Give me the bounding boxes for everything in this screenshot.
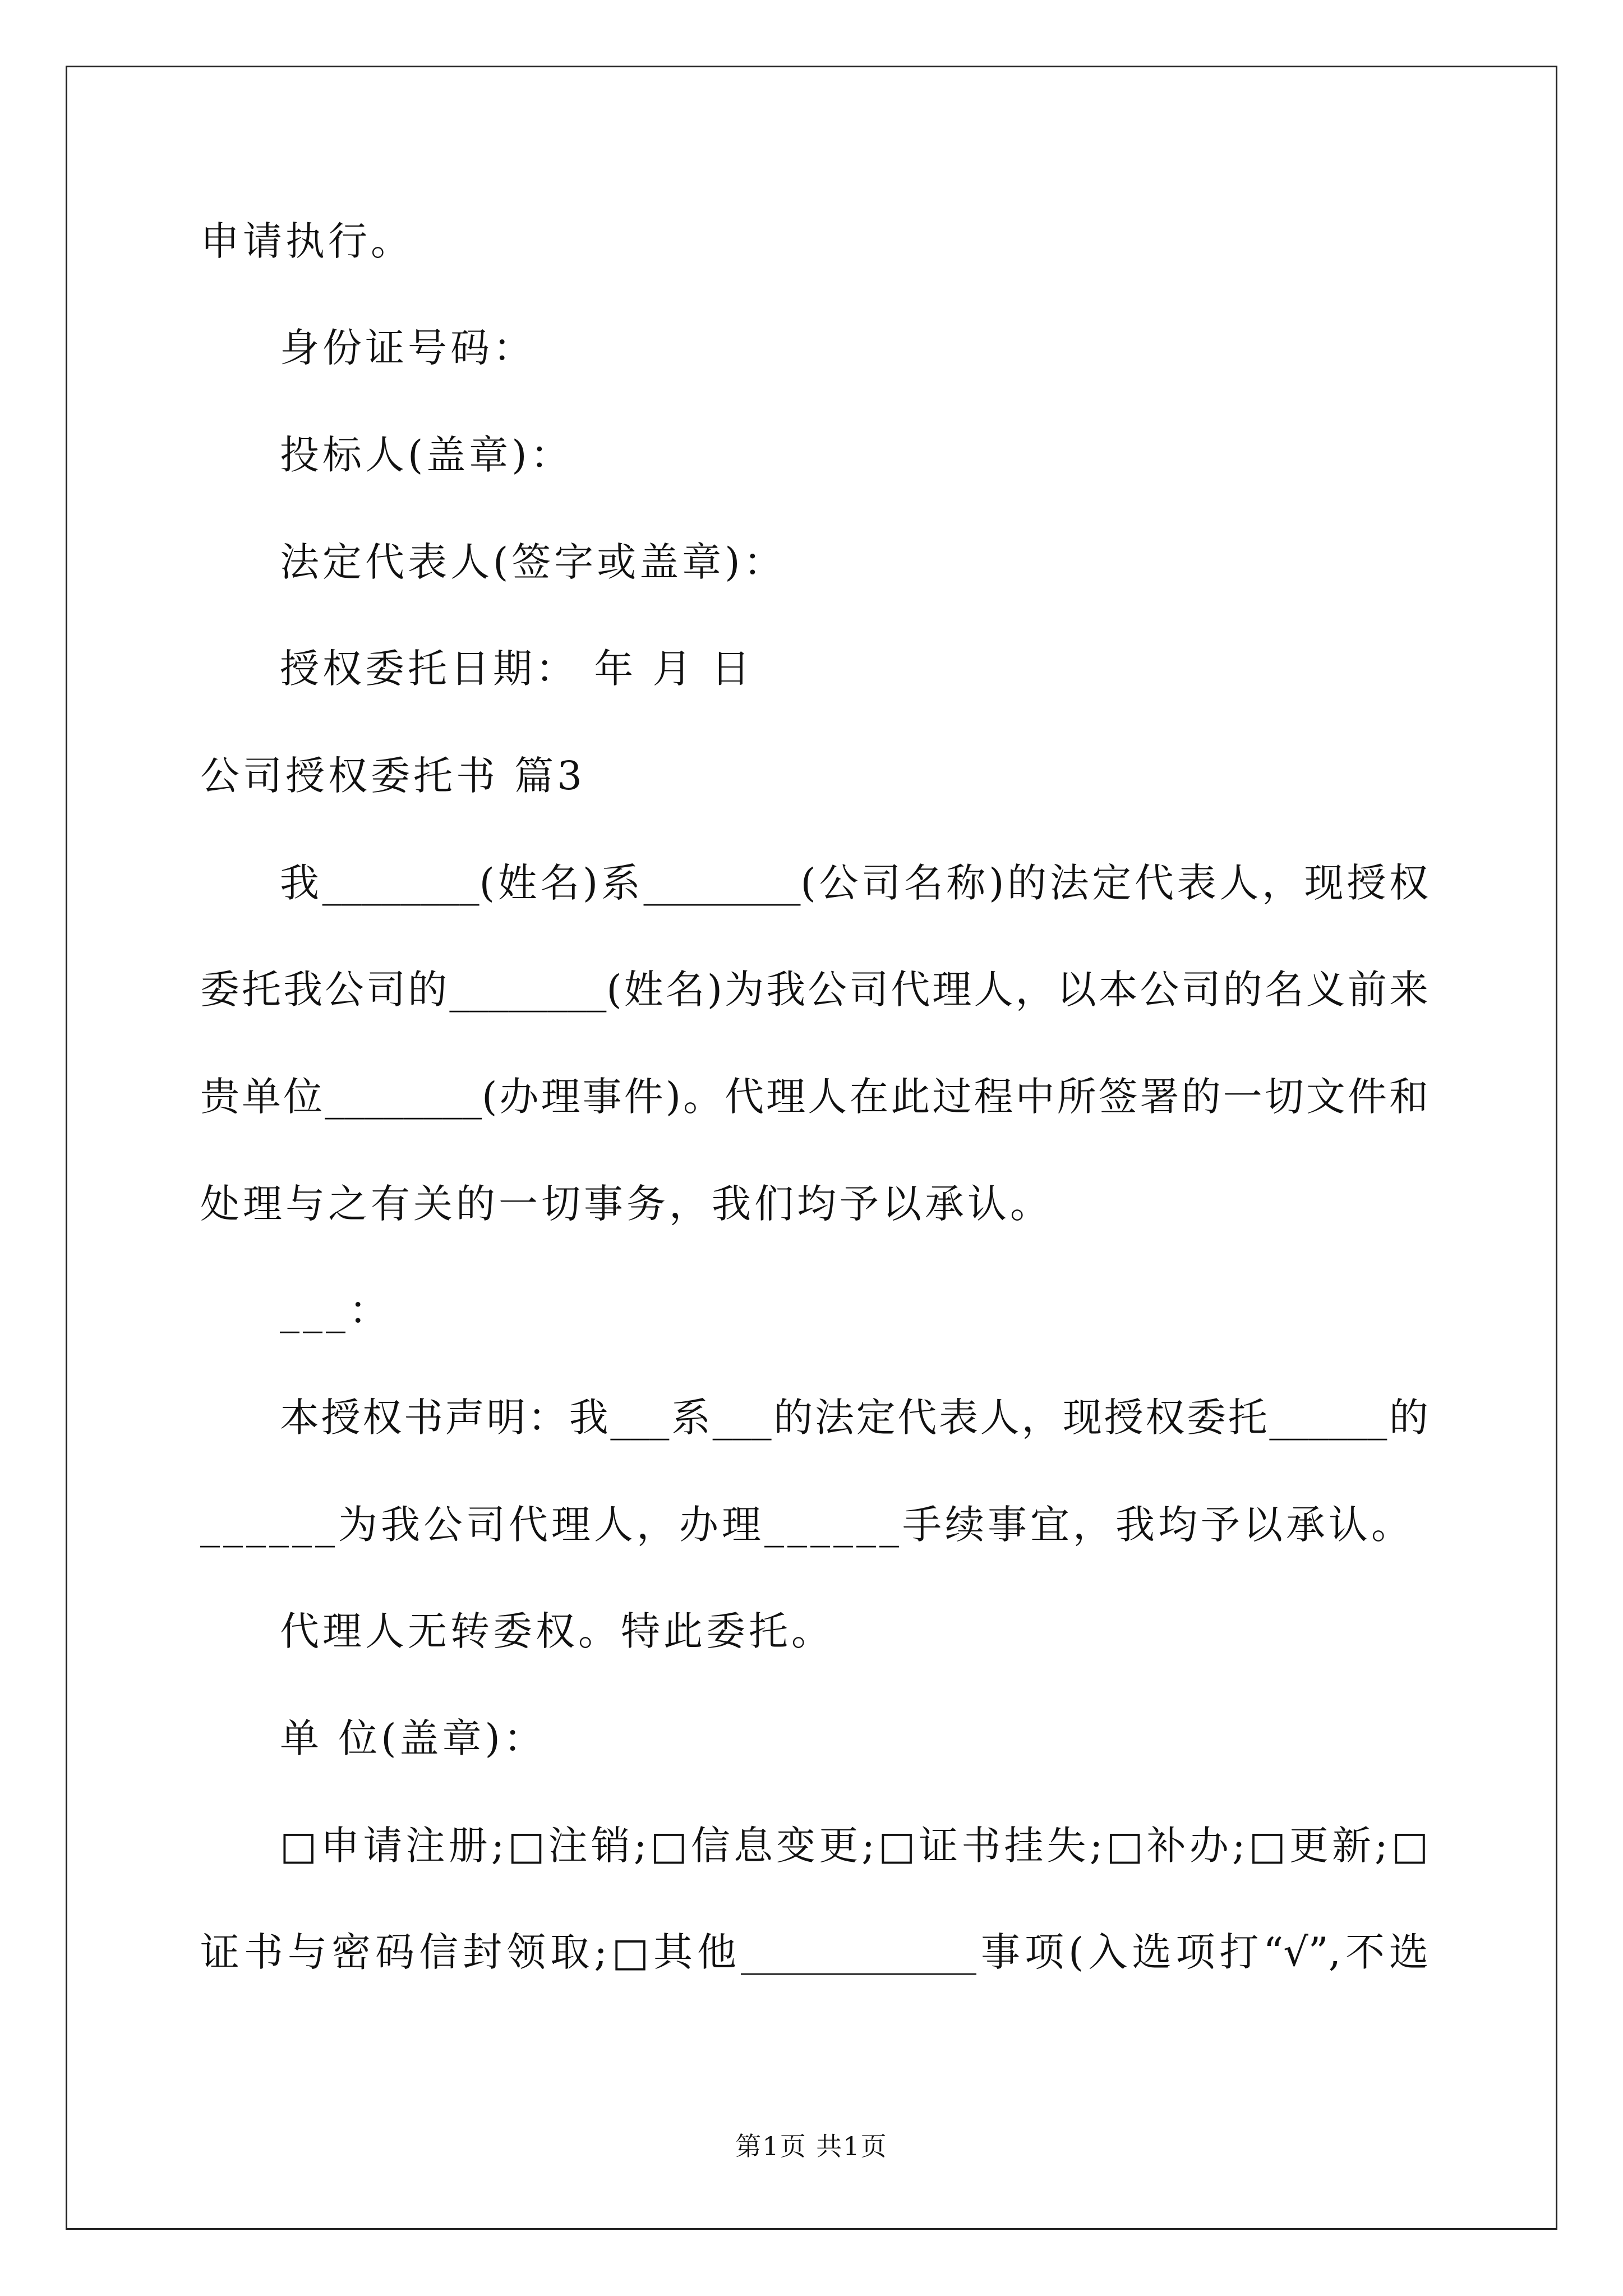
- bidder-seal-label: 投标人(盖章)：: [280, 432, 573, 478]
- paragraph-line: 我________(姓名)系________(公司名称)的法定代表人，现授权: [280, 860, 1428, 906]
- unit-seal-label: 单 位(盖章)：: [280, 1715, 546, 1761]
- paragraph-line: 处理与之有关的一切事务，我们均予以承认。: [200, 1181, 1053, 1227]
- paragraph-line: ______为我公司代理人，办理______手续事宜，我均予以承认。: [200, 1502, 1414, 1548]
- addressee-line: ___：: [280, 1287, 391, 1333]
- paragraph-line: 委托我公司的________(姓名)为我公司代理人，以本公司的名义前来: [200, 967, 1428, 1013]
- checkbox-options-line: 证书与密码信封领取;□其他____________事项(入选项打“√”,不选: [200, 1929, 1428, 1975]
- paragraph-line: 代理人无转委权。特此委托。: [280, 1608, 834, 1654]
- authorization-date-label: 授权委托日期： 年 月 日: [280, 646, 754, 692]
- section-heading: 公司授权委托书 篇3: [200, 753, 585, 799]
- id-number-field-label: 身份证号码：: [280, 325, 536, 371]
- text-line: 申请执行。: [200, 218, 413, 264]
- paragraph-line: 贵单位________(办理事件)。代理人在此过程中所签署的一切文件和: [200, 1074, 1428, 1120]
- page-number-footer: 第1页 共1页: [735, 2131, 888, 2161]
- legal-representative-signature-label: 法定代表人(签字或盖章)：: [280, 539, 786, 585]
- checkbox-options-line: □申请注册;□注销;□信息变更;□证书挂失;□补办;□更新;□: [280, 1823, 1428, 1869]
- paragraph-line: 本授权书声明：我___系___的法定代表人，现授权委托______的: [280, 1395, 1428, 1441]
- page-frame: [66, 66, 1557, 2230]
